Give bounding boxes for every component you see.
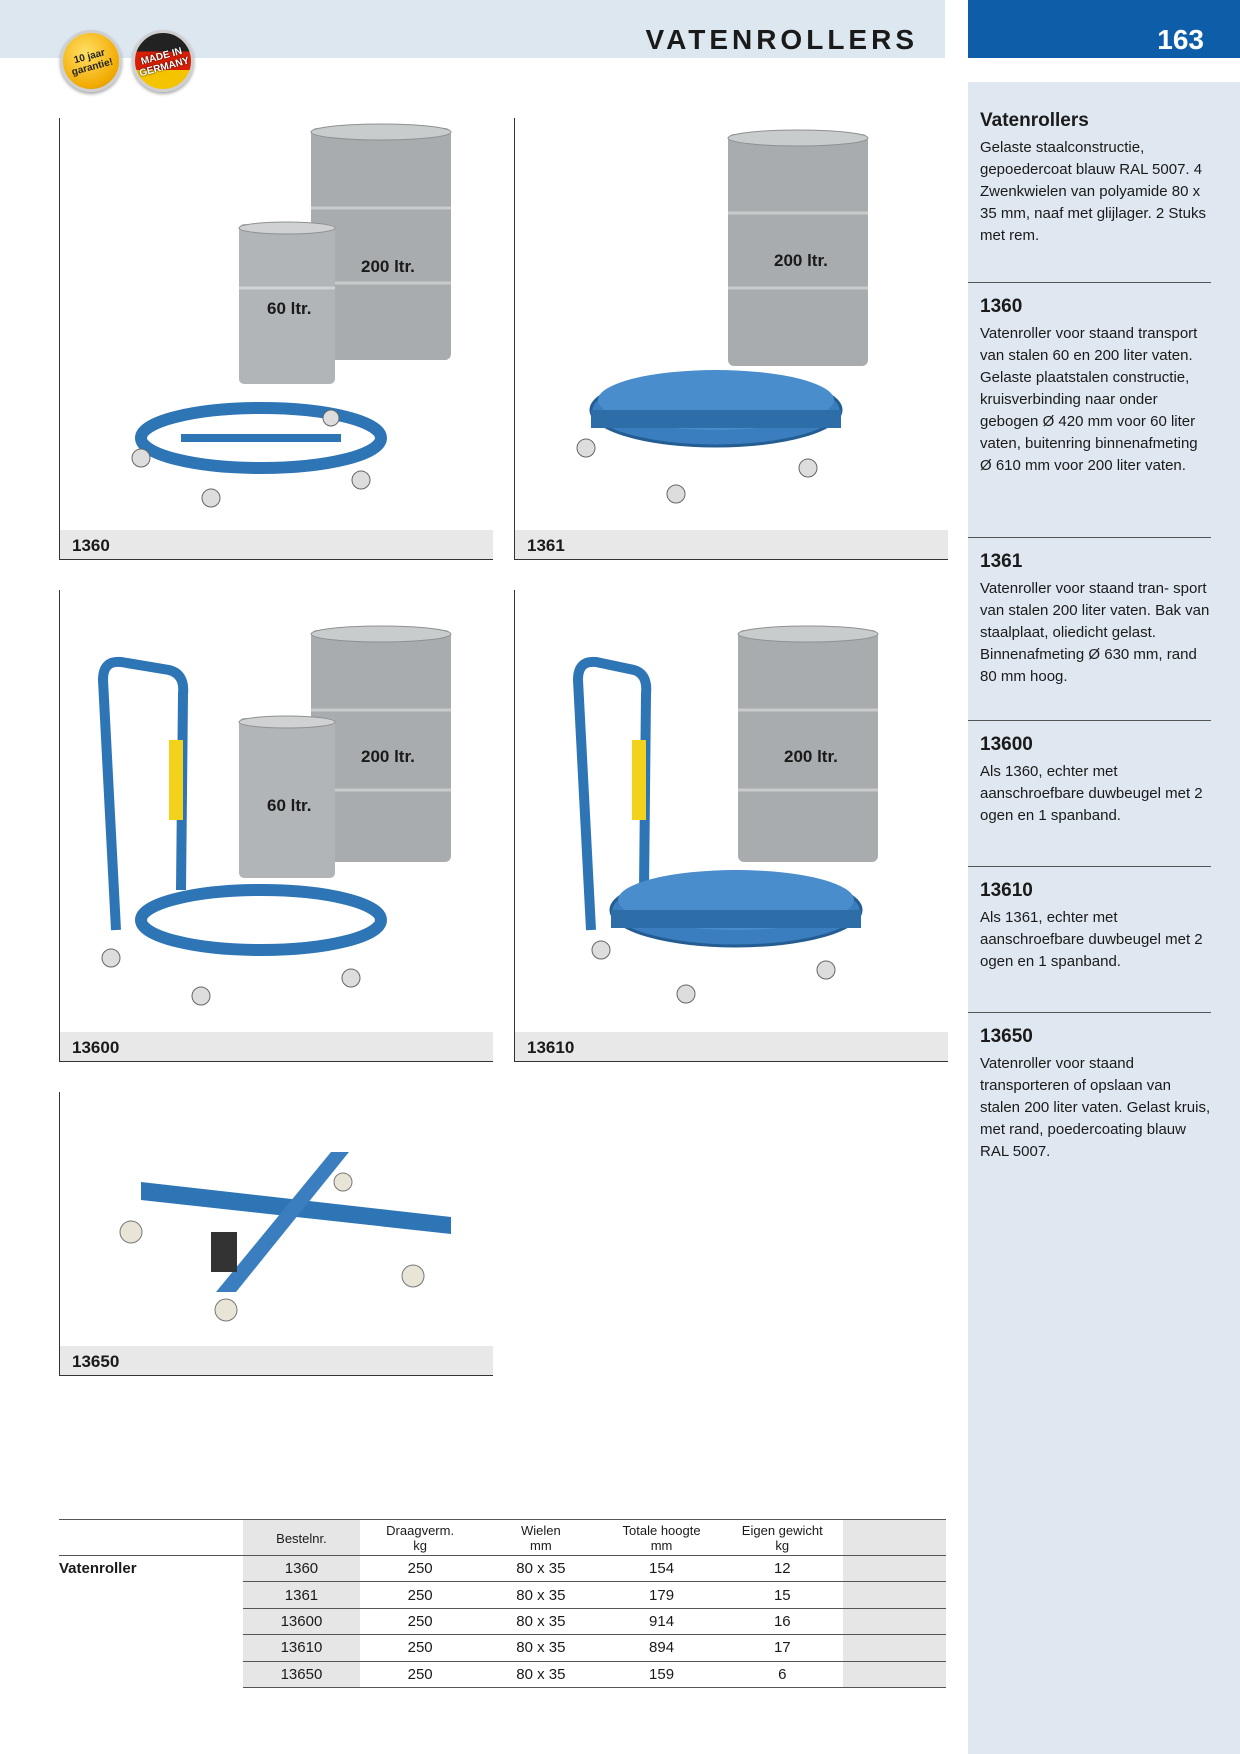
table-cell: 17 xyxy=(722,1635,843,1661)
cross-roller-illustration xyxy=(61,1092,494,1346)
table-cell: 154 xyxy=(601,1556,722,1582)
info-text: Gelaste staalconstructie, gepoedercoat blauw RAL 5007. 4 Zwenkwielen van polyamide 80 x 35 mm, naaf met glijlager. 2 Stuks met rem. xyxy=(980,139,1206,244)
table-header-wielen: Wielen mm xyxy=(480,1520,601,1556)
table-cell: 16 xyxy=(722,1608,843,1634)
table-header-row xyxy=(59,1520,946,1556)
drum-label-60: 60 ltr. xyxy=(267,299,312,318)
info-column xyxy=(968,82,1240,1754)
info-title: 1360 xyxy=(980,296,1023,317)
info-title: 13600 xyxy=(980,734,1033,755)
table-cell: 80 x 35 xyxy=(480,1582,601,1608)
product-caption: 13600 xyxy=(72,1038,120,1057)
info-separator xyxy=(968,866,1211,867)
info-title: Vatenrollers xyxy=(980,110,1089,131)
page-number-box xyxy=(968,0,1240,58)
info-text: Als 1361, echter met aanschroefbare duwbeugel met 2 ogen en 1 spanband. xyxy=(980,909,1203,970)
info-title: 13610 xyxy=(980,880,1033,901)
warranty-badge-text: 10 jaar garantie! xyxy=(70,47,115,79)
drum-tray-handle-illustration xyxy=(516,590,949,1032)
table-cell: 1360 xyxy=(243,1556,360,1582)
product-caption: 1361 xyxy=(527,536,565,555)
product-caption: 1360 xyxy=(72,536,110,555)
table-header-draagverm: Draagverm. kg xyxy=(360,1520,481,1556)
info-separator xyxy=(968,720,1211,721)
caption-bar xyxy=(60,530,493,560)
drum-label-200: 200 ltr. xyxy=(361,747,415,766)
caption-bar xyxy=(60,1346,493,1376)
product-panel-1361 xyxy=(514,118,948,560)
table-cell: 80 x 35 xyxy=(480,1661,601,1687)
page-title: VATENROLLERS xyxy=(645,24,918,55)
table-cell-empty xyxy=(843,1556,946,1582)
product-panel-1360 xyxy=(59,118,493,560)
table-cell: 80 x 35 xyxy=(480,1556,601,1582)
table-cell: 250 xyxy=(360,1608,481,1634)
product-photo-13650 xyxy=(61,1092,493,1346)
product-photo-1360 xyxy=(61,118,493,530)
info-text: Vatenroller voor staand transporteren of opslaan van stalen 200 liter vaten. Gelast kruis, met rand, poedercoating blauw RAL 5007. xyxy=(980,1055,1211,1160)
info-separator xyxy=(968,282,1211,283)
product-panel-13600 xyxy=(59,590,493,1062)
table-header-eigen-gewicht: Eigen gewicht kg xyxy=(722,1520,843,1556)
table-header-bestelnr: Bestelnr. xyxy=(243,1520,360,1556)
drum-tray-illustration xyxy=(516,118,949,530)
drum-label-200: 200 ltr. xyxy=(361,257,415,276)
info-separator xyxy=(968,537,1211,538)
caption-bar xyxy=(60,1032,493,1062)
table-cell: 13600 xyxy=(243,1608,360,1634)
table-cell: 13650 xyxy=(243,1661,360,1687)
info-separator xyxy=(968,1012,1211,1013)
info-block-13600 xyxy=(980,734,1212,827)
page-number: 163 xyxy=(1157,24,1204,55)
table-cell: 15 xyxy=(722,1582,843,1608)
table-cell: 13610 xyxy=(243,1635,360,1661)
info-title: 13650 xyxy=(980,1026,1033,1047)
info-block-general xyxy=(980,110,1212,247)
table-cell: 914 xyxy=(601,1608,722,1634)
table-cell: 250 xyxy=(360,1635,481,1661)
info-block-13610 xyxy=(980,880,1212,973)
caption-bar xyxy=(515,1032,948,1062)
table-header-totale-hoogte: Totale hoogte mm xyxy=(601,1520,722,1556)
product-panel-13610 xyxy=(514,590,948,1062)
info-text: Vatenroller voor staand transport van stalen 60 en 200 liter vaten. Gelaste plaatstalen constructie, kruisverbinding naar onder gebogen Ø 420 mm voor 60 liter vaten, buitenring binnenafmeting Ø 610 mm voor 200 liter vaten. xyxy=(980,325,1198,474)
table-cell-empty xyxy=(843,1635,946,1661)
info-title: 1361 xyxy=(980,551,1023,572)
table-cell: 250 xyxy=(360,1582,481,1608)
table-cell: 1361 xyxy=(243,1582,360,1608)
table-cell: 159 xyxy=(601,1661,722,1687)
caption-bar xyxy=(515,530,948,560)
drum-rollers-illustration xyxy=(61,118,494,530)
table-cell: 80 x 35 xyxy=(480,1608,601,1634)
table-cell-empty xyxy=(843,1582,946,1608)
warranty-badge xyxy=(60,30,122,92)
spec-table xyxy=(59,1519,946,1688)
table-cell: 12 xyxy=(722,1556,843,1582)
info-block-1360 xyxy=(980,296,1212,477)
drum-roller-handle-illustration xyxy=(61,590,494,1032)
info-block-13650 xyxy=(980,1026,1212,1163)
product-caption: 13650 xyxy=(72,1352,120,1371)
table-cell: 6 xyxy=(722,1661,843,1687)
product-caption: 13610 xyxy=(527,1038,575,1057)
info-block-1361 xyxy=(980,551,1212,688)
drum-label-200: 200 ltr. xyxy=(784,747,838,766)
made-in-germany-badge-text: MADE IN GERMANY xyxy=(138,45,191,80)
table-cell: 894 xyxy=(601,1635,722,1661)
table-cell: 80 x 35 xyxy=(480,1635,601,1661)
product-photo-13600 xyxy=(61,590,493,1032)
table-cell: 179 xyxy=(601,1582,722,1608)
info-text: Vatenroller voor staand tran- sport van stalen 200 liter vaten. Bak van staalplaat, oliedicht gelast. Binnenafmeting Ø 630 mm, rand 80 mm hoog. xyxy=(980,580,1210,685)
table-cell-empty xyxy=(843,1608,946,1634)
info-text: Als 1360, echter met aanschroefbare duwbeugel met 2 ogen en 1 spanband. xyxy=(980,763,1203,824)
made-in-germany-badge xyxy=(132,30,194,92)
product-photo-13610 xyxy=(516,590,948,1032)
table-header-blank xyxy=(59,1520,243,1556)
product-photo-1361 xyxy=(516,118,948,530)
table-row-label: Vatenroller xyxy=(59,1560,137,1577)
drum-label-60: 60 ltr. xyxy=(267,796,312,815)
product-panel-13650 xyxy=(59,1092,493,1376)
table-cell-empty xyxy=(843,1661,946,1687)
table-cell: 250 xyxy=(360,1556,481,1582)
table-row xyxy=(59,1556,946,1582)
table-cell: 250 xyxy=(360,1661,481,1687)
drum-label-200: 200 ltr. xyxy=(774,251,828,270)
table-header-empty xyxy=(843,1520,946,1556)
